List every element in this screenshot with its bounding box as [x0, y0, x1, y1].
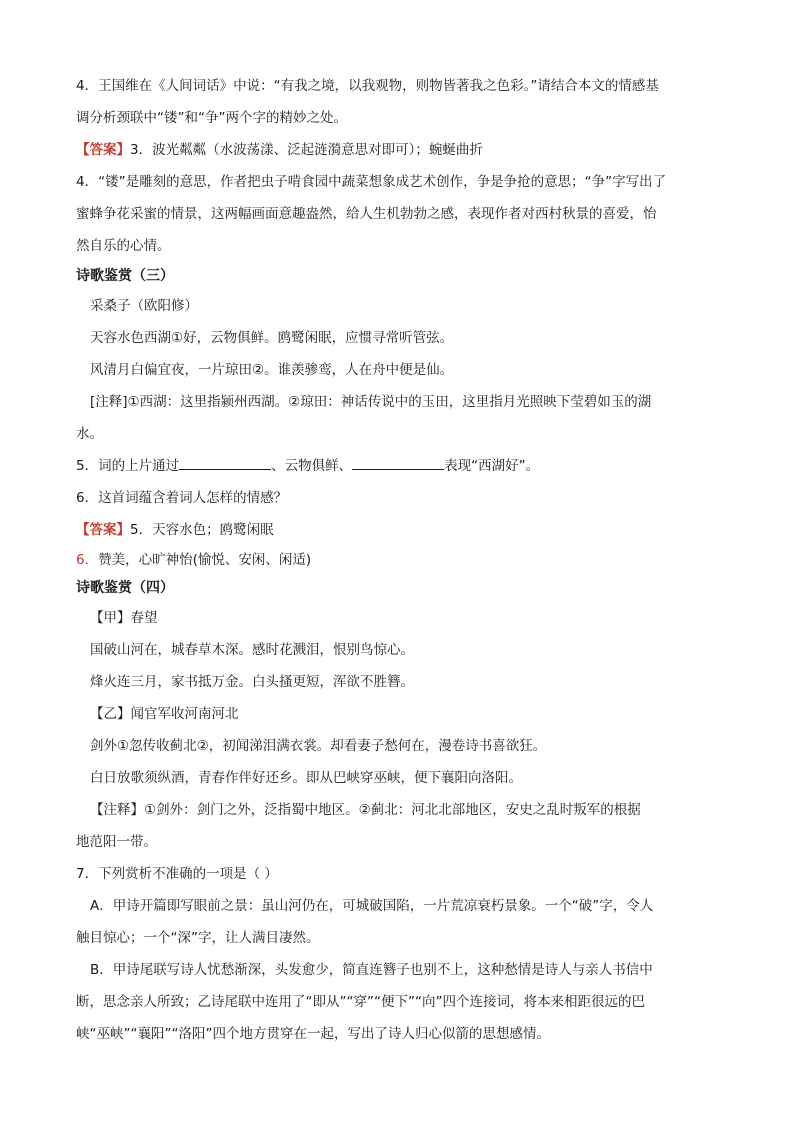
poem-jia-line1: 国破山河在，城春草木深。感时花溅泪，恨别鸟惊心。 [90, 642, 414, 658]
option-a-line1: A．甲诗开篇即写眼前之景：虽山河仍在，可城破国陷，一片荒凉衰朽景象。一个“破”字，令人 [90, 898, 654, 914]
poem-jia-line2: 烽火连三月，家书抵万金。白头搔更短，浑欲不胜簪。 [90, 674, 414, 690]
question-5-pre: 5．词的上片通过 [76, 458, 180, 474]
poem-3-line1: 天容水色西湖①好，云物俱鲜。鸥鹭闲眠，应惯寻常听管弦。 [90, 330, 454, 346]
question-4-line2: 调分析颈联中“镂”和“争”两个字的精妙之处。 [76, 110, 347, 126]
poem-3-title: 采桑子（欧阳修） [90, 298, 198, 314]
answer-blank-2[interactable] [352, 455, 444, 470]
answer-tag: 【答案】 [76, 522, 130, 538]
section-heading-3: 诗歌鉴赏（三） [76, 268, 174, 284]
option-b-line3: 峡“巫峡”“襄阳”“洛阳”四个地方贯穿在一起，写出了诗人归心似箭的思想感情。 [76, 1026, 550, 1042]
document-content [76, 70, 726, 1050]
poem-4-note-line1: 【注释】①剑外：剑门之外，泛指蜀中地区。②蓟北：河北北部地区，安史之乱时叛军的根据 [90, 802, 641, 818]
question-7: 7．下列赏析不准确的一项是（ ） [76, 866, 278, 882]
question-5 [76, 450, 726, 482]
poem-yi-line1: 剑外①忽传收蓟北②，初闻涕泪满衣裳。却看妻子愁何在，漫卷诗书喜欲狂。 [90, 738, 547, 754]
poem-3-note-line1: [注释]①西湖：这里指颍州西湖。②琼田：神话传说中的玉田，这里指月光照映下莹碧如玉的湖 [90, 394, 652, 410]
poem-3-note-line2: 水。 [76, 426, 103, 442]
answer-4-line3: 然自乐的心情。 [76, 238, 171, 254]
answer-6-number: 6． [76, 552, 99, 568]
answer-6 [76, 546, 726, 574]
question-5-post: 表现“西湖好”。 [444, 458, 540, 474]
answer-blank-1[interactable] [179, 455, 271, 470]
question-4-line1: 4．王国维在《人间词话》中说：“有我之境，以我观物，则物皆著我之色彩。”请结合本文的情感基 [76, 78, 659, 94]
answer-1 [76, 134, 726, 166]
question-5-mid: 、云物俱鲜、 [271, 458, 353, 474]
answer-2-text: 5．天容水色；鸥鹭闲眠 [130, 522, 274, 538]
poem-4-note-line2: 地范阳一带。 [76, 834, 157, 850]
poem-yi-line2: 白日放歌须纵酒，青春作伴好还乡。即从巴峡穿巫峡，便下襄阳向洛阳。 [90, 770, 522, 786]
answer-6-text: 赞美，心旷神怡(愉悦、安闲、闲适) [98, 552, 312, 568]
option-b-line2: 断，思念亲人所致；乙诗尾联中连用了“即从”“穿”“便下”“向”四个连接词，将本来相距很远的巴 [76, 994, 645, 1010]
answer-tag: 【答案】 [76, 142, 130, 158]
answer-2 [76, 514, 726, 546]
poem-3-line2: 风清月白偏宜夜，一片琼田②。谁羡骖鸾，人在舟中便是仙。 [90, 362, 454, 378]
answer-1-text: 3．波光粼粼（水波荡漾、泛起涟漪意思对即可）；蜿蜒曲折 [130, 142, 483, 158]
option-a-line2: 触目惊心；一个“深”字，让人满目凄然。 [76, 930, 320, 946]
section-heading-4: 诗歌鉴赏（四） [76, 580, 174, 596]
answer-4-line2: 蜜蜂争花采蜜的情景，这两幅画面意趣盎然，给人生机勃勃之感，表现作者对西村秋景的喜爱，怡 [76, 206, 657, 222]
option-b-line1: B．甲诗尾联写诗人忧愁渐深，头发愈少，简直连簪子也别不上，这种愁情是诗人与亲人书信中 [90, 962, 653, 978]
question-6: 6．这首词蕴含着词人怎样的情感？ [76, 490, 288, 506]
poem-jia-title: 【甲】春望 [90, 610, 158, 626]
poem-yi-title: 【乙】闻官军收河南河北 [90, 706, 239, 722]
answer-4-line1: 4．“镂”是雕刻的意思，作者把虫子啃食园中蔬菜想象成艺术创作，争是争抢的意思；“争”字写出了 [76, 174, 667, 190]
